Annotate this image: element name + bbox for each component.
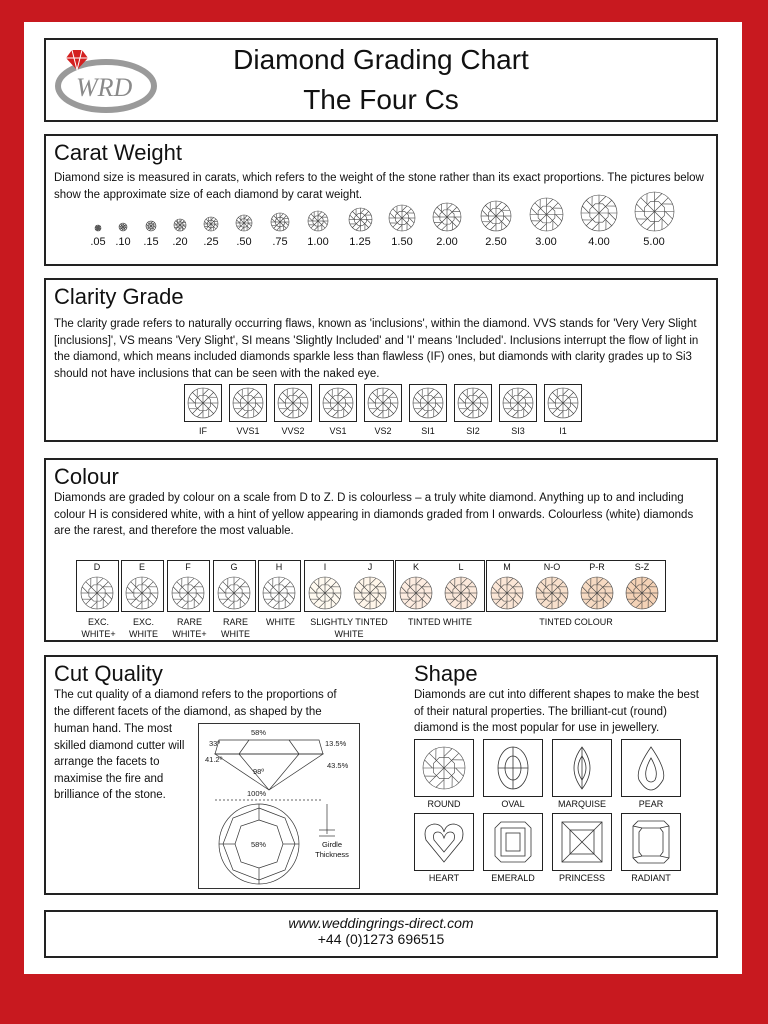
footer-url[interactable]: www.weddingrings-direct.com	[288, 915, 474, 931]
colour-diamond	[308, 576, 342, 610]
clarity-title: Clarity Grade	[54, 284, 184, 309]
colour-grade-label: N-O	[543, 562, 561, 572]
footer-phone: +44 (0)1273 696515	[317, 931, 445, 947]
colour-group-label: TINTED WHITE	[408, 617, 472, 627]
chart-sheet	[24, 22, 742, 974]
header-box	[44, 38, 718, 122]
colour-grade-label: D	[93, 562, 101, 572]
carat-diamond	[235, 214, 253, 232]
cut-diagram	[198, 723, 360, 889]
diagram-crown-angle: 33º	[209, 739, 221, 748]
carat-text: Diamond size is measured in carats, which refers to the weight of the stone rather than its exact proportions. The pictures below show the approximate size of each diamond by carat weight.	[54, 172, 704, 201]
colour-diamond	[444, 576, 478, 610]
diagram-crown-height: 13.5%	[325, 739, 347, 748]
colour-text: Diamonds are graded by colour on a scale from D to Z. D is colourless – a truly white diamond. Anything up to and including colour H is considered white, with a hint of yellow appearing in diamonds graded from I onwards. Colourless (white) diamonds are the rarest, and therefore the most valuable.	[54, 492, 694, 537]
shape-label: MARQUISE	[557, 799, 606, 809]
footer-box	[44, 910, 718, 958]
carat-label: 5.00	[643, 236, 665, 248]
carat-label: 3.00	[535, 236, 557, 248]
carat-diamond	[145, 220, 157, 232]
shape-label: PEAR	[638, 799, 664, 809]
diagram-width: 100%	[247, 789, 267, 798]
shape-label: OVAL	[501, 799, 525, 809]
colour-diamond	[535, 576, 569, 610]
colour-grade-label: M	[503, 562, 511, 572]
logo	[54, 46, 158, 116]
clarity-label: VVS2	[281, 426, 305, 436]
carat-diamond	[307, 210, 329, 232]
carat-diamond	[529, 197, 564, 232]
colour-diamond	[625, 576, 659, 610]
cut-text-bottom: human hand. The most skilled diamond cutter will arrange the facets to maximise the fire and brilliance of the stone.	[54, 723, 185, 801]
clarity-diamond	[274, 384, 312, 422]
colour-grade-label: F	[185, 562, 191, 572]
colour-group-label: TINTED COLOUR	[539, 617, 613, 627]
carat-label: 1.00	[307, 236, 329, 248]
diagram-table: 58%	[251, 728, 267, 737]
clarity-label: VVS1	[236, 426, 260, 436]
shape-radiant-icon	[621, 813, 681, 871]
shape-round-icon	[414, 739, 474, 797]
shape-label: PRINCESS	[558, 873, 605, 883]
clarity-diamond	[364, 384, 402, 422]
carat-diamond	[118, 222, 128, 232]
logo-text: WRD	[76, 73, 133, 102]
page-subtitle: The Four Cs	[303, 84, 459, 115]
colour-diamond	[125, 576, 159, 610]
colour-diamond	[353, 576, 387, 610]
colour-grade-label: I	[323, 562, 327, 572]
clarity-label: SI3	[511, 426, 525, 436]
colour-grade-label: K	[412, 562, 419, 572]
colour-diamond	[217, 576, 251, 610]
carat-diamond	[480, 200, 512, 232]
clarity-diamond	[454, 384, 492, 422]
diagram-girdle: Girdle Thickness	[315, 840, 349, 859]
diagram-pavilion-depth: 43.5%	[327, 761, 349, 770]
carat-label: .20	[172, 236, 188, 248]
colour-diamond	[171, 576, 205, 610]
clarity-label: SI2	[466, 426, 480, 436]
carat-label: 2.00	[436, 236, 458, 248]
carat-diamond	[634, 191, 675, 232]
carat-diamond	[270, 212, 290, 232]
carat-label: .10	[115, 236, 131, 248]
colour-group-label: SLIGHTLY TINTED WHITE	[310, 617, 388, 639]
shape-text: Diamonds are cut into different shapes to make the best of their natural properties. The brilliant-cut (round) diamond is the most popular for use in jewellery.	[414, 689, 699, 734]
clarity-diamond	[319, 384, 357, 422]
cut-title: Cut Quality	[54, 661, 163, 686]
clarity-diamond	[229, 384, 267, 422]
colour-group-label: RARE WHITE	[221, 617, 250, 639]
carat-label: .50	[236, 236, 252, 248]
carat-label: 4.00	[588, 236, 610, 248]
colour-group-label: WHITE	[266, 617, 295, 627]
carat-title: Carat Weight	[54, 140, 182, 165]
carat-label: .15	[143, 236, 159, 248]
colour-grade-label: J	[367, 562, 373, 572]
cut-text-top: The cut quality of a diamond refers to the proportions of the different facets of the diamond, as shaped by the	[54, 689, 337, 718]
colour-diamond	[580, 576, 614, 610]
colour-diamond	[399, 576, 433, 610]
carat-label: 1.25	[349, 236, 371, 248]
carat-diamond	[348, 207, 373, 232]
shape-princess-icon	[552, 813, 612, 871]
cut-shape-section	[44, 655, 718, 895]
colour-diamond	[80, 576, 114, 610]
colour-group-label: EXC. WHITE+	[81, 617, 116, 639]
clarity-label: IF	[199, 426, 207, 436]
clarity-label: SI1	[421, 426, 435, 436]
clarity-section	[44, 278, 718, 442]
clarity-diamond	[544, 384, 582, 422]
clarity-label: VS1	[329, 426, 347, 436]
carat-diamond	[580, 194, 618, 232]
diagram-top-table: 58%	[251, 840, 267, 849]
carat-diamond	[173, 218, 187, 232]
carat-label: .05	[90, 236, 106, 248]
carat-diamond	[203, 216, 219, 232]
clarity-diamond	[409, 384, 447, 422]
carat-diamond	[432, 202, 462, 232]
shape-heart-icon	[414, 813, 474, 871]
colour-diamond	[490, 576, 524, 610]
shape-label: RADIANT	[631, 873, 671, 883]
colour-section	[44, 458, 718, 642]
shape-title: Shape	[414, 661, 478, 686]
clarity-label: VS2	[374, 426, 392, 436]
colour-grade-label: G	[230, 562, 238, 572]
shape-label: EMERALD	[491, 873, 535, 883]
colour-grade-label: S-Z	[634, 562, 650, 572]
colour-grade-label: L	[458, 562, 464, 572]
clarity-diamond	[499, 384, 537, 422]
carat-label: 1.50	[391, 236, 413, 248]
carat-diamond	[94, 224, 102, 232]
colour-group-label: EXC. WHITE	[129, 617, 158, 639]
carat-label: .75	[272, 236, 288, 248]
shape-oval-icon	[483, 739, 543, 797]
colour-title: Colour	[54, 464, 119, 489]
colour-diamond	[262, 576, 296, 610]
carat-diamond	[388, 204, 416, 232]
shape-marquise-icon	[552, 739, 612, 797]
page-title: Diamond Grading Chart	[233, 44, 529, 75]
carat-section	[44, 134, 718, 266]
colour-group-label: RARE WHITE+	[172, 617, 207, 639]
colour-grade-label: H	[275, 562, 283, 572]
colour-grade-label: E	[138, 562, 145, 572]
diagram-pavilion-angle: 41.2º	[205, 755, 223, 764]
shape-pear-icon	[621, 739, 681, 797]
shape-label: HEART	[428, 873, 460, 883]
colour-grade-label: P-R	[589, 562, 605, 572]
shape-emerald-icon	[483, 813, 543, 871]
diagram-culet: 98º	[253, 767, 265, 776]
carat-label: .25	[203, 236, 219, 248]
clarity-diamond	[184, 384, 222, 422]
clarity-label: I1	[559, 426, 567, 436]
shape-label: ROUND	[427, 799, 461, 809]
clarity-text: The clarity grade refers to naturally occurring flaws, known as 'inclusions', within the diamond. VVS stands for 'Very Very Slight [inclusions]', VS means 'Very Slight', SI means 'Slightly Included' and 'I' means 'Included'. Inclusions interrupt the flow of light in the diamond, which means included diamonds sparkle less than flawless (IF) ones, but diamonds with clarity grades up to Si3 should not have inclusions that can be seen with the naked eye.	[54, 318, 699, 380]
carat-label: 2.50	[485, 236, 507, 248]
